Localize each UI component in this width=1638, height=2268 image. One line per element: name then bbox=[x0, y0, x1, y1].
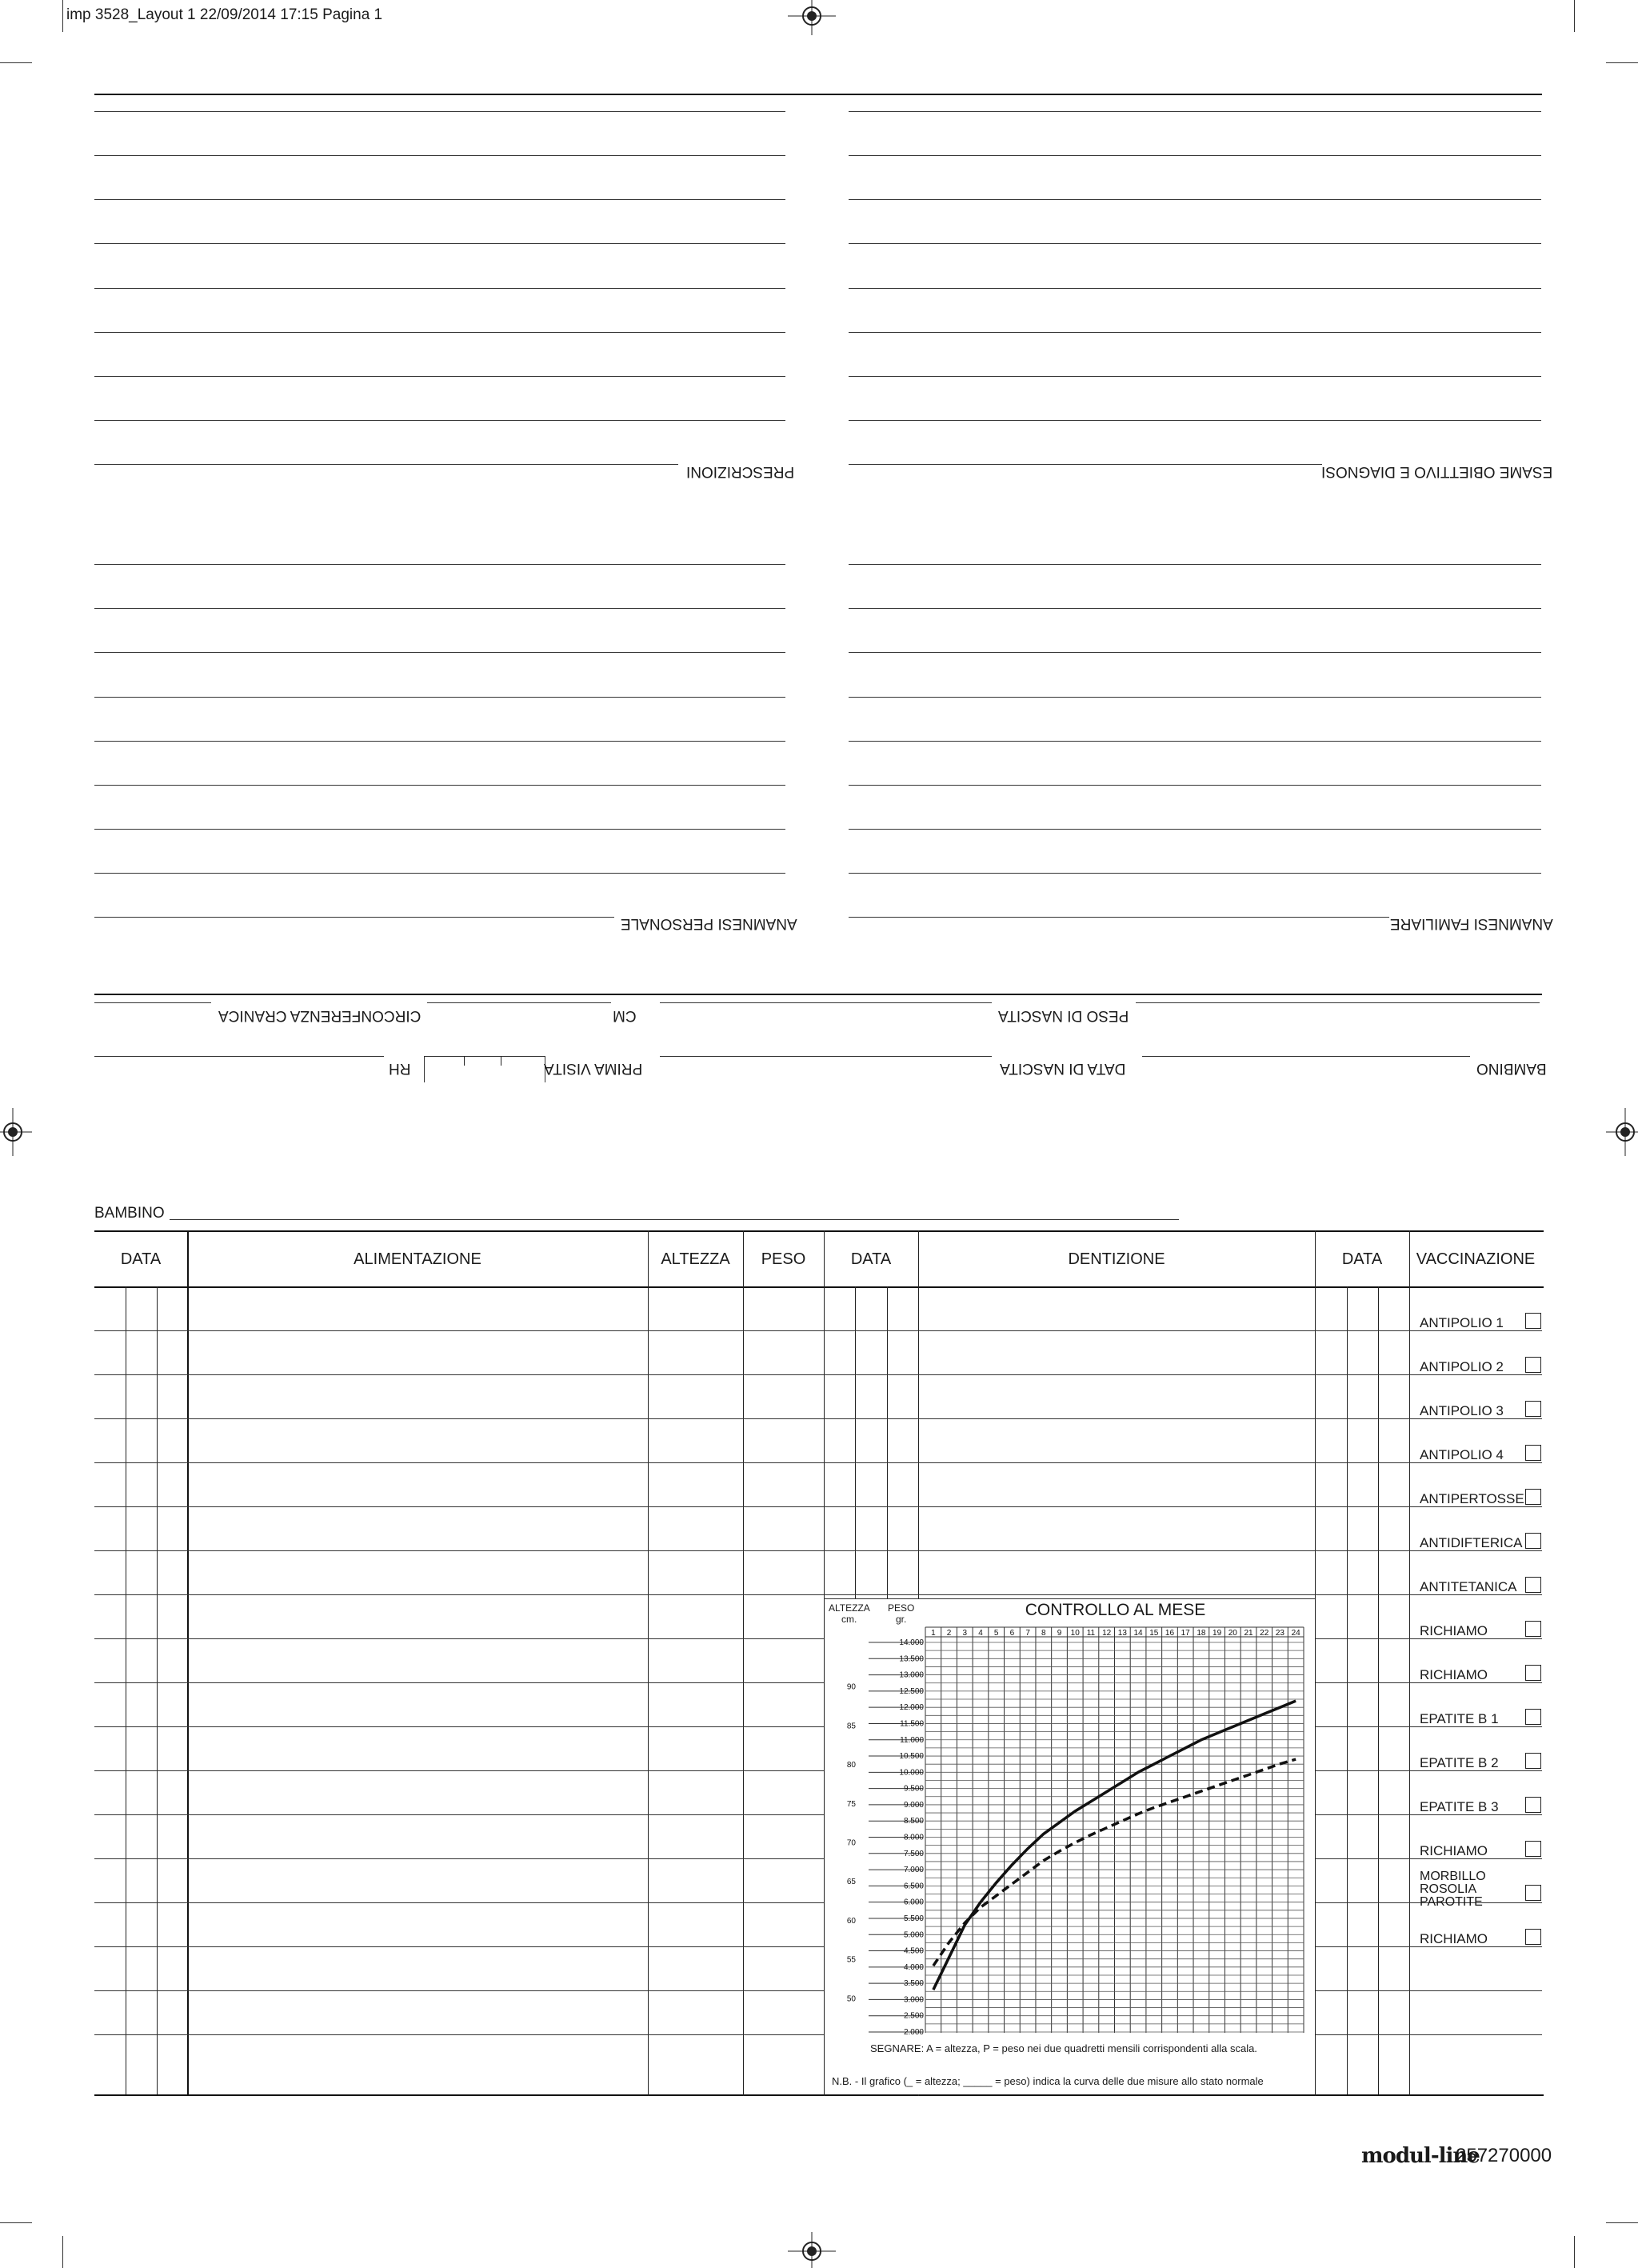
table-row-line bbox=[824, 1330, 918, 1331]
label-cm: CM bbox=[613, 1007, 637, 1024]
col-divider bbox=[1409, 1230, 1410, 2096]
ruled-line-left[interactable] bbox=[94, 564, 785, 565]
col-divider bbox=[648, 1230, 649, 2096]
peso-tick-label: 5.000 bbox=[903, 1930, 924, 1940]
ruled-line-right[interactable] bbox=[849, 652, 1541, 653]
vaccination-checkbox[interactable] bbox=[1525, 1445, 1541, 1461]
ruled-line-right[interactable] bbox=[849, 332, 1541, 333]
table-row-line bbox=[94, 1550, 824, 1551]
prima-visita-boxes[interactable] bbox=[424, 1056, 545, 1082]
altezza-tick-label: 90 bbox=[846, 1682, 856, 1692]
vaccination-checkbox[interactable] bbox=[1525, 1401, 1541, 1417]
label-anamnesi-personale: ANAMNESI PERSONALE bbox=[621, 915, 797, 932]
info-separator-line bbox=[94, 994, 1542, 995]
col-divider bbox=[743, 1230, 744, 2096]
ruled-line-right[interactable] bbox=[849, 288, 1541, 289]
altezza-tick-label: 85 bbox=[846, 1722, 856, 1731]
table-row-line bbox=[1315, 1506, 1409, 1507]
registration-mark-bottom-icon bbox=[788, 2232, 836, 2268]
peso-tick-label: 3.500 bbox=[903, 1979, 924, 1989]
table-row-line bbox=[1315, 1682, 1409, 1683]
peso-tick-label: 8.000 bbox=[903, 1833, 924, 1842]
ruled-line-right[interactable] bbox=[849, 917, 1389, 918]
label-peso-nascita: PESO DI NASCITA bbox=[998, 1007, 1129, 1024]
ruled-line-right[interactable] bbox=[849, 697, 1541, 698]
label-anamnesi-familiare: ANAMNESI FAMILIARE bbox=[1390, 915, 1553, 932]
peso-tick-label: 14.000 bbox=[899, 1638, 924, 1647]
field-line-data-nascita[interactable] bbox=[1142, 1056, 1470, 1057]
vaccination-checkbox[interactable] bbox=[1525, 1753, 1541, 1769]
ruled-line-right[interactable] bbox=[849, 785, 1541, 786]
table-row-line bbox=[94, 1814, 824, 1815]
ruled-line-left[interactable] bbox=[94, 155, 785, 156]
crop-mark-bottom-left-v bbox=[62, 2236, 63, 2268]
peso-tick-label: 10.000 bbox=[899, 1768, 924, 1778]
altezza-tick-label: 75 bbox=[846, 1799, 856, 1809]
ruled-line-right[interactable] bbox=[849, 608, 1541, 609]
chart-peso-unit: gr. bbox=[896, 1614, 907, 1625]
table-bottom-border bbox=[94, 2094, 1544, 2096]
month-label: 10 bbox=[1070, 1629, 1080, 1638]
month-label: 13 bbox=[1117, 1629, 1127, 1638]
vaccination-checkbox[interactable] bbox=[1525, 1533, 1541, 1549]
altezza-tick-label: 50 bbox=[846, 1994, 856, 2004]
altezza-tick-label: 65 bbox=[846, 1878, 856, 1887]
ruled-line-left[interactable] bbox=[94, 608, 785, 609]
bambino-name-field[interactable] bbox=[170, 1219, 1179, 1220]
ruled-line-left[interactable] bbox=[94, 697, 785, 698]
crop-mark-top-left-h bbox=[0, 62, 32, 63]
vaccination-label: ANTIPOLIO 3 bbox=[1420, 1403, 1504, 1418]
month-label: 23 bbox=[1275, 1629, 1284, 1638]
bambino-label: BAMBINO bbox=[94, 1205, 165, 1222]
vaccination-label: ANTIPOLIO 2 bbox=[1420, 1359, 1504, 1374]
vaccination-checkbox[interactable] bbox=[1525, 1797, 1541, 1813]
vaccination-checkbox[interactable] bbox=[1525, 1577, 1541, 1593]
month-label: 16 bbox=[1165, 1629, 1175, 1638]
label-rh: RH bbox=[389, 1060, 411, 1077]
header-altezza: ALTEZZA bbox=[661, 1250, 730, 1268]
peso-tick-label: 6.500 bbox=[903, 1882, 924, 1891]
table-row-line bbox=[94, 1594, 824, 1595]
vaccination-checkbox[interactable] bbox=[1525, 1621, 1541, 1637]
registration-mark-left-icon bbox=[0, 1108, 32, 1156]
print-header: imp 3528_Layout 1 22/09/2014 17:15 Pagina 1 bbox=[66, 6, 383, 23]
ruled-line-left[interactable] bbox=[94, 917, 614, 918]
month-label: 2 bbox=[946, 1629, 952, 1638]
month-label: 7 bbox=[1025, 1629, 1030, 1638]
table-row-line bbox=[918, 1594, 1315, 1595]
month-label: 9 bbox=[1057, 1629, 1062, 1638]
vaccination-label: ANTITETANICA bbox=[1420, 1579, 1517, 1594]
table-row-line bbox=[94, 1374, 824, 1375]
ruled-line-right[interactable] bbox=[849, 420, 1541, 421]
table-row-line bbox=[824, 1594, 918, 1595]
crop-mark-top-right-v bbox=[1574, 0, 1575, 32]
ruled-line-left[interactable] bbox=[94, 376, 785, 377]
table-row-line bbox=[824, 1462, 918, 1463]
vaccination-label: ANTIPERTOSSE bbox=[1420, 1491, 1524, 1506]
crop-mark-bottom-right-h bbox=[1606, 2222, 1638, 2223]
table-row-line bbox=[1315, 1374, 1409, 1375]
table-row-line bbox=[94, 1946, 824, 1947]
month-label: 20 bbox=[1228, 1629, 1237, 1638]
vaccination-checkbox[interactable] bbox=[1525, 1357, 1541, 1373]
header-peso: PESO bbox=[761, 1250, 806, 1268]
chart-peso-label: PESO bbox=[888, 1602, 915, 1614]
peso-tick-label: 2.500 bbox=[903, 2011, 924, 2021]
month-label: 1 bbox=[931, 1629, 936, 1638]
label-data-nascita: DATA DI NASCITA bbox=[1000, 1060, 1126, 1077]
header-dentizione: DENTIZIONE bbox=[1068, 1250, 1165, 1268]
table-row-line bbox=[1315, 1726, 1409, 1727]
field-line-peso-nascita-right[interactable] bbox=[1136, 1002, 1540, 1003]
ruled-line-left[interactable] bbox=[94, 741, 785, 742]
month-label: 8 bbox=[1041, 1629, 1046, 1638]
vaccination-label: RICHIAMO bbox=[1420, 1843, 1488, 1858]
table-row-line bbox=[1315, 2034, 1409, 2035]
table-row-line bbox=[824, 1374, 918, 1375]
month-label: 21 bbox=[1244, 1629, 1253, 1638]
vaccination-label: ANTIPOLIO 4 bbox=[1420, 1447, 1504, 1462]
chart-note-segnare: SEGNARE: A = altezza, P = peso nei due quadretti mensili corrispondenti alla scala. bbox=[870, 2042, 1257, 2054]
month-label: 4 bbox=[978, 1629, 983, 1638]
vaccination-checkbox[interactable] bbox=[1525, 1929, 1541, 1945]
table-row-line bbox=[1315, 1770, 1409, 1771]
vaccination-label: RICHIAMO bbox=[1420, 1623, 1488, 1638]
month-label: 18 bbox=[1197, 1629, 1206, 1638]
peso-tick-label: 4.000 bbox=[903, 1962, 924, 1972]
peso-tick-label: 9.500 bbox=[903, 1784, 924, 1794]
ruled-line-right[interactable] bbox=[849, 376, 1541, 377]
label-esame-obiettivo: ESAME OBIETTIVO E DIAGNOSI bbox=[1321, 463, 1553, 480]
date-subcol bbox=[1347, 1286, 1348, 2094]
altezza-tick-label: 55 bbox=[846, 1955, 856, 1965]
label-prescrizioni: PRESCRIZIONI bbox=[686, 463, 795, 480]
peso-tick-label: 13.000 bbox=[899, 1670, 924, 1680]
table-row-line bbox=[94, 1330, 824, 1331]
ruled-line-right[interactable] bbox=[849, 564, 1541, 565]
label-bambino-upper: BAMBINO bbox=[1476, 1060, 1547, 1077]
peso-tick-label: 11.000 bbox=[900, 1735, 924, 1745]
table-row-line bbox=[94, 1902, 824, 1903]
chart-title: CONTROLLO AL MESE bbox=[1025, 1601, 1206, 1619]
table-row-line bbox=[1315, 1330, 1409, 1331]
chart-altezza-unit: cm. bbox=[841, 1614, 857, 1625]
peso-tick-label: 4.500 bbox=[903, 1946, 924, 1956]
table-row-line bbox=[94, 1770, 824, 1771]
table-row-line bbox=[1315, 1946, 1409, 1947]
chart-altezza-label: ALTEZZA bbox=[829, 1602, 870, 1614]
ruled-line-right[interactable] bbox=[849, 199, 1541, 200]
ruled-line-left[interactable] bbox=[94, 464, 678, 465]
ruled-line-right[interactable] bbox=[849, 873, 1541, 874]
peso-tick-label: 8.500 bbox=[903, 1817, 924, 1826]
ruled-line-right[interactable] bbox=[849, 741, 1541, 742]
date-subcol bbox=[1378, 1286, 1379, 2094]
ruled-line-left[interactable] bbox=[94, 288, 785, 289]
table-row-line bbox=[1315, 1594, 1409, 1595]
peso-tick-label: 2.000 bbox=[903, 2028, 924, 2037]
ruled-line-left[interactable] bbox=[94, 243, 785, 244]
table-row-line bbox=[94, 1990, 824, 1991]
table-row-line bbox=[1315, 1858, 1409, 1859]
table-row-line bbox=[94, 1506, 824, 1507]
vaccination-label: ANTIPOLIO 1 bbox=[1420, 1315, 1504, 1330]
header-data-1: DATA bbox=[120, 1250, 162, 1268]
header-alimentazione: ALIMENTAZIONE bbox=[354, 1250, 481, 1268]
peso-tick-label: 12.000 bbox=[899, 1703, 924, 1713]
table-row-line bbox=[94, 1638, 824, 1639]
table-row-line bbox=[94, 1858, 824, 1859]
ruled-line-right[interactable] bbox=[849, 155, 1541, 156]
month-label: 17 bbox=[1181, 1629, 1190, 1638]
table-row-line bbox=[1315, 1462, 1409, 1463]
col-divider bbox=[187, 1230, 189, 2096]
month-label: 6 bbox=[1009, 1629, 1015, 1638]
table-header-bottom-border bbox=[94, 1286, 1544, 1288]
crop-mark-bottom-right-v bbox=[1574, 2236, 1575, 2268]
table-row-line bbox=[94, 1462, 824, 1463]
table-row-line bbox=[918, 1330, 1315, 1331]
header-vaccinazione: VACCINAZIONE bbox=[1416, 1250, 1536, 1268]
ruled-line-right[interactable] bbox=[849, 111, 1541, 112]
altezza-tick-label: 60 bbox=[846, 1916, 856, 1926]
date-subcol bbox=[887, 1286, 888, 1598]
table-row-line bbox=[918, 1374, 1315, 1375]
table-row-line bbox=[94, 1726, 824, 1727]
table-top-border bbox=[94, 1230, 1544, 1232]
month-label: 11 bbox=[1086, 1629, 1096, 1638]
vaccination-label: EPATITE B 2 bbox=[1420, 1755, 1499, 1770]
header-data-2: DATA bbox=[850, 1250, 892, 1268]
field-line-circonferenza[interactable] bbox=[94, 1002, 211, 1003]
registration-mark-top-icon bbox=[788, 0, 836, 35]
brand-logo: modul-line bbox=[1361, 2144, 1480, 2168]
crop-mark-top-right-h bbox=[1606, 62, 1638, 63]
header-data-3: DATA bbox=[1341, 1250, 1383, 1268]
vaccination-label: ANTIDIFTERICA bbox=[1420, 1535, 1523, 1550]
table-row-line bbox=[94, 2034, 824, 2035]
ruled-line-right[interactable] bbox=[849, 829, 1541, 830]
table-row-line bbox=[1315, 1418, 1409, 1419]
peso-tick-label: 10.500 bbox=[899, 1752, 924, 1762]
ruled-line-left[interactable] bbox=[94, 199, 785, 200]
peso-tick-label: 7.500 bbox=[903, 1849, 924, 1858]
vaccination-checkbox[interactable] bbox=[1525, 1665, 1541, 1681]
peso-tick-label: 11.500 bbox=[900, 1719, 924, 1729]
chart-note-nb: N.B. - Il grafico (_ = altezza; _____ = peso) indica la curva delle due misure allo stato normale bbox=[832, 2075, 1264, 2087]
ruled-line-left[interactable] bbox=[94, 785, 785, 786]
month-label: 24 bbox=[1291, 1629, 1300, 1638]
crop-mark-bottom-left-h bbox=[0, 2222, 32, 2223]
label-circonferenza: CIRCONFERENZA CRANICA bbox=[218, 1007, 421, 1024]
field-line-cm[interactable] bbox=[427, 1002, 611, 1003]
vaccination-checkbox[interactable] bbox=[1525, 1313, 1541, 1329]
vaccination-label: RICHIAMO bbox=[1420, 1667, 1488, 1682]
month-label: 3 bbox=[962, 1629, 968, 1638]
table-row-line bbox=[918, 1462, 1315, 1463]
table-row-line bbox=[824, 1418, 918, 1419]
table-row-line bbox=[1409, 1990, 1542, 1991]
vaccination-label: RICHIAMO bbox=[1420, 1931, 1488, 1946]
chart-right-border bbox=[1315, 1598, 1316, 2094]
peso-tick-label: 7.000 bbox=[903, 1866, 924, 1875]
ruled-line-left[interactable] bbox=[94, 652, 785, 653]
month-label: 5 bbox=[993, 1629, 999, 1638]
field-line-prima-visita[interactable] bbox=[660, 1056, 992, 1057]
registration-mark-right-icon bbox=[1606, 1108, 1638, 1156]
table-row-line bbox=[1409, 2034, 1542, 2035]
table-row-line bbox=[1315, 1902, 1409, 1903]
peso-tick-label: 12.500 bbox=[899, 1686, 924, 1696]
vaccination-checkbox[interactable] bbox=[1525, 1709, 1541, 1725]
vaccination-label: EPATITE B 3 bbox=[1420, 1799, 1499, 1814]
ruled-line-left[interactable] bbox=[94, 873, 785, 874]
field-line-peso-nascita[interactable] bbox=[660, 1002, 992, 1003]
month-label: 19 bbox=[1213, 1629, 1222, 1638]
table-row-line bbox=[94, 1418, 824, 1419]
ruled-line-left[interactable] bbox=[94, 332, 785, 333]
table-row-line bbox=[918, 1418, 1315, 1419]
label-prima-visita: PRIMA VISITA bbox=[544, 1060, 643, 1077]
vaccination-checkbox[interactable] bbox=[1525, 1489, 1541, 1505]
date-subcol bbox=[855, 1286, 856, 1598]
prima-visita-divider bbox=[464, 1056, 465, 1066]
ruled-line-left[interactable] bbox=[94, 420, 785, 421]
crop-mark-top-left-v bbox=[62, 0, 63, 32]
peso-tick-label: 9.000 bbox=[903, 1800, 924, 1810]
vaccination-checkbox[interactable] bbox=[1525, 1841, 1541, 1857]
peso-tick-label: 3.000 bbox=[903, 1995, 924, 2005]
ruled-line-right[interactable] bbox=[849, 464, 1322, 465]
table-row-line bbox=[918, 1550, 1315, 1551]
vaccination-label: EPATITE B 1 bbox=[1420, 1711, 1499, 1726]
field-line-rh[interactable] bbox=[94, 1056, 384, 1057]
growth-chart bbox=[824, 1598, 1315, 2094]
ruled-line-left[interactable] bbox=[94, 111, 785, 112]
peso-tick-label: 13.500 bbox=[899, 1654, 924, 1664]
table-row-line bbox=[1315, 1990, 1409, 1991]
month-label: 22 bbox=[1260, 1629, 1269, 1638]
date-subcol bbox=[157, 1286, 158, 2094]
ruled-line-right[interactable] bbox=[849, 243, 1541, 244]
table-row-line bbox=[1315, 1814, 1409, 1815]
peso-tick-label: 5.500 bbox=[903, 1914, 924, 1923]
ruled-line-left[interactable] bbox=[94, 829, 785, 830]
product-code: 257270000 bbox=[1456, 2145, 1552, 2166]
peso-tick-label: 6.000 bbox=[903, 1898, 924, 1907]
month-label: 14 bbox=[1133, 1629, 1143, 1638]
top-border-line bbox=[94, 94, 1542, 95]
table-row-line bbox=[1315, 1550, 1409, 1551]
table-row-line bbox=[824, 1506, 918, 1507]
altezza-tick-label: 70 bbox=[846, 1838, 856, 1848]
vaccination-checkbox[interactable] bbox=[1525, 1885, 1541, 1901]
month-label: 15 bbox=[1149, 1629, 1159, 1638]
table-row-line bbox=[94, 1682, 824, 1683]
month-label: 12 bbox=[1102, 1629, 1112, 1638]
table-row-line bbox=[824, 1550, 918, 1551]
vaccination-label: MORBILLO ROSOLIA PAROTITE bbox=[1420, 1870, 1486, 1909]
table-row-line bbox=[1315, 1638, 1409, 1639]
altezza-tick-label: 80 bbox=[846, 1761, 856, 1770]
table-row-line bbox=[918, 1506, 1315, 1507]
